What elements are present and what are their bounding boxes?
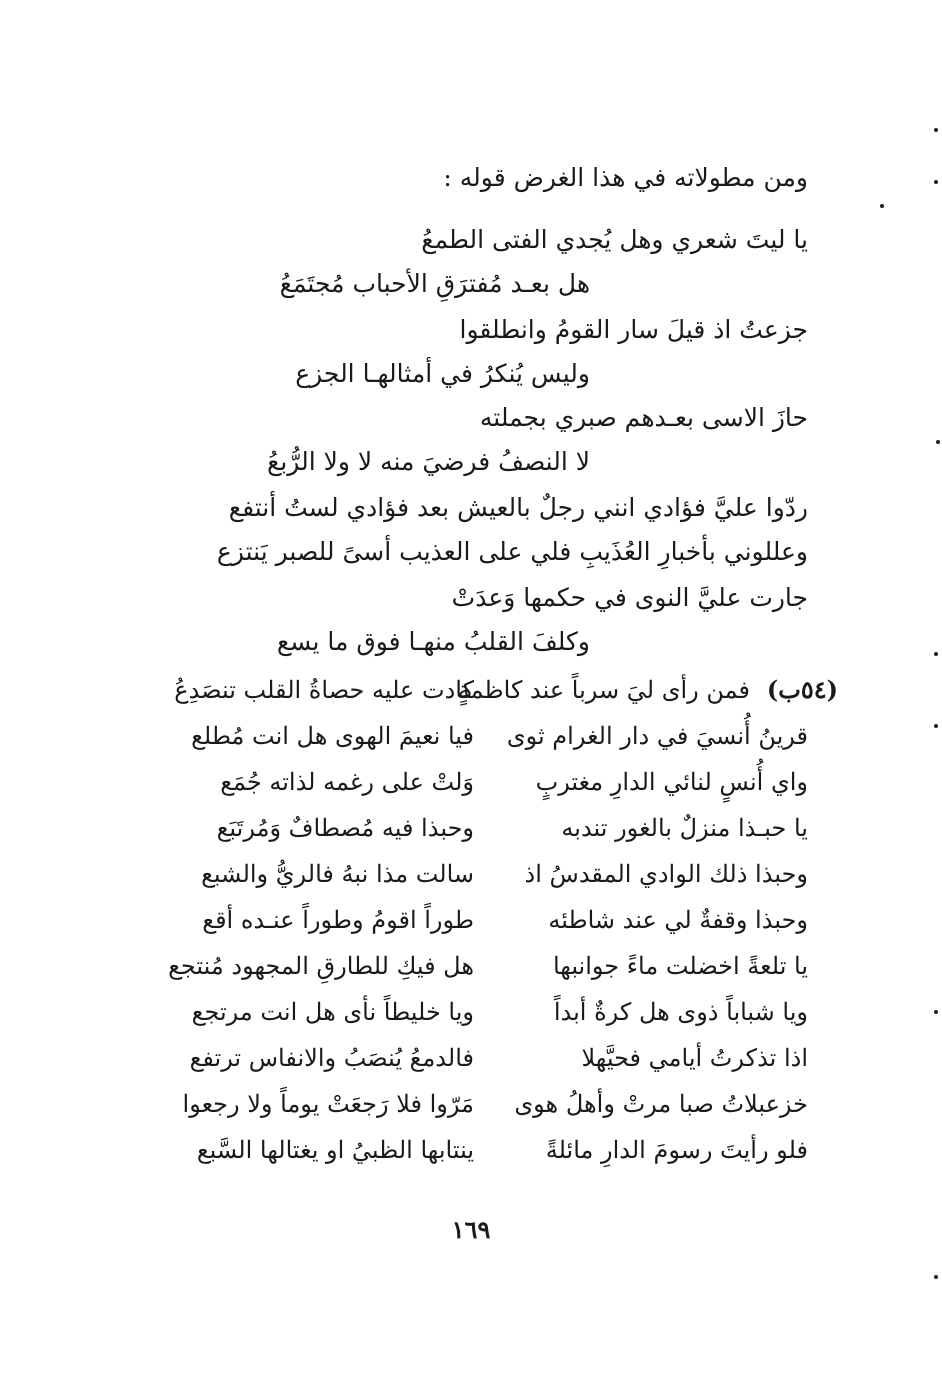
- folio-marker: (٥٤ب): [766, 675, 838, 704]
- verse-pair: [0, 946, 942, 986]
- verse-first-hemistich: فلو رأيتَ رسومَ الدارِ مائلةً: [545, 1136, 808, 1164]
- verse-first-hemistich: قرينُ أُنسيَ في دار الغرام ثوى: [506, 722, 808, 750]
- verse-second-hemistich: ينتابها الظبيُ او يغتالها السَّبع: [196, 1136, 474, 1164]
- scan-speck: [934, 724, 938, 728]
- verse-pair: [0, 854, 942, 894]
- scan-speck: [880, 204, 884, 208]
- verse-line: حازَ الاسى بعـدهم صبري بجملته: [479, 403, 808, 432]
- verse-first-hemistich: خزعبلاتُ صبا مرتْ وأهلُ هوى: [514, 1090, 808, 1118]
- verse-pair: [0, 670, 942, 710]
- verse-first-hemistich: يا حبـذا منزلٌ بالغور تندبه: [561, 814, 808, 842]
- verse-line: ردّوا عليَّ فؤادي انني رجلٌ بالعيش بعد فؤادي لستُ أنتفع: [228, 493, 808, 522]
- verse-pair: [0, 1038, 942, 1078]
- verse-first-hemistich: واي أُنسٍ لنائي الدارِ مغتربٍ: [535, 768, 808, 796]
- verse-second-hemistich: وَلتْ على رغمه لذاته جُمَع: [220, 768, 474, 796]
- intro-line: ومن مطولاته في هذا الغرض قوله :: [443, 163, 808, 192]
- verse-line: وكلفَ القلبُ منهـا فوق ما يسع: [276, 627, 590, 656]
- verse-first-hemistich: اذا تذكرتُ أيامي فحيَّهلا: [581, 1044, 808, 1072]
- verse-second-hemistich: هل فيكِ للطارقِ المجهود مُنتجع: [168, 952, 474, 980]
- verse-line: وعللوني بأخبارِ العُذَيبِ فلي على العذيب أسىً للصبر يَنتزع: [216, 537, 808, 566]
- verse-second-hemistich: مَرّوا فلا رَجعَتْ يوماً ولا رجعوا: [182, 1090, 474, 1118]
- verse-pair: [0, 992, 942, 1032]
- verse-first-hemistich: ويا شباباً ذوى هل كرةٌ أبداً: [553, 998, 808, 1026]
- verse-line: جارت عليَّ النوى في حكمها وَعدَتْ: [451, 583, 808, 612]
- verse-second-hemistich: كادت عليه حصاةُ القلب تنصَدِعُ: [174, 676, 474, 704]
- verse-second-hemistich: ويا خليطاً نأى هل انت مرتجع: [191, 998, 474, 1026]
- verse-pair: [0, 762, 942, 802]
- verse-line: وليس يُنكرُ في أمثالهـا الجزع: [295, 359, 590, 388]
- page-number: ١٦٩: [451, 1215, 491, 1244]
- verse-pair: [0, 1084, 942, 1124]
- verse-first-hemistich: وحبذا وقفةٌ لي عند شاطئه: [548, 906, 808, 934]
- verse-second-hemistich: فيا نعيمَ الهوى هل انت مُطلع: [191, 722, 474, 750]
- verse-second-hemistich: فالدمعُ يُنصَبُ والانفاس ترتفع: [189, 1044, 474, 1072]
- verse-second-hemistich: طوراً اقومُ وطوراً عنـده أقع: [202, 906, 474, 934]
- verse-second-hemistich: سالت مذا نبهُ فالريُّ والشبع: [201, 860, 474, 888]
- verse-line: لا النصفُ فرضيَ منه لا ولا الرُّبعُ: [267, 447, 590, 476]
- verse-pair: [0, 1130, 942, 1170]
- verse-second-hemistich: وحبذا فيه مُصطافٌ وَمُرتَبَع: [216, 814, 474, 842]
- scan-speck: [936, 440, 940, 444]
- verse-pair: [0, 900, 942, 940]
- scan-speck: [934, 180, 938, 184]
- scan-speck: [934, 128, 938, 132]
- verse-pair: [0, 716, 942, 756]
- scan-speck: [934, 1275, 938, 1279]
- verse-first-hemistich: وحبذا ذلك الوادي المقدسُ اذ: [524, 860, 808, 888]
- scan-speck: [934, 652, 938, 656]
- verse-first-hemistich: يا تلعةً اخضلت ماءً جوانبها: [552, 952, 808, 980]
- verse-line: يا ليتَ شعري وهل يُجدي الفتى الطمعُ: [421, 225, 808, 254]
- verse-pair: [0, 808, 942, 848]
- verse-line: هل بعـد مُفترَقِ الأحباب مُجتَمَعُ: [279, 269, 590, 298]
- scan-speck: [934, 1010, 938, 1014]
- verse-line: جزعتُ اذ قيلَ سار القومُ وانطلقوا: [459, 315, 808, 344]
- verse-first-hemistich: فمن رأى ليَ سرباً عند كاظمةٍ: [457, 676, 750, 704]
